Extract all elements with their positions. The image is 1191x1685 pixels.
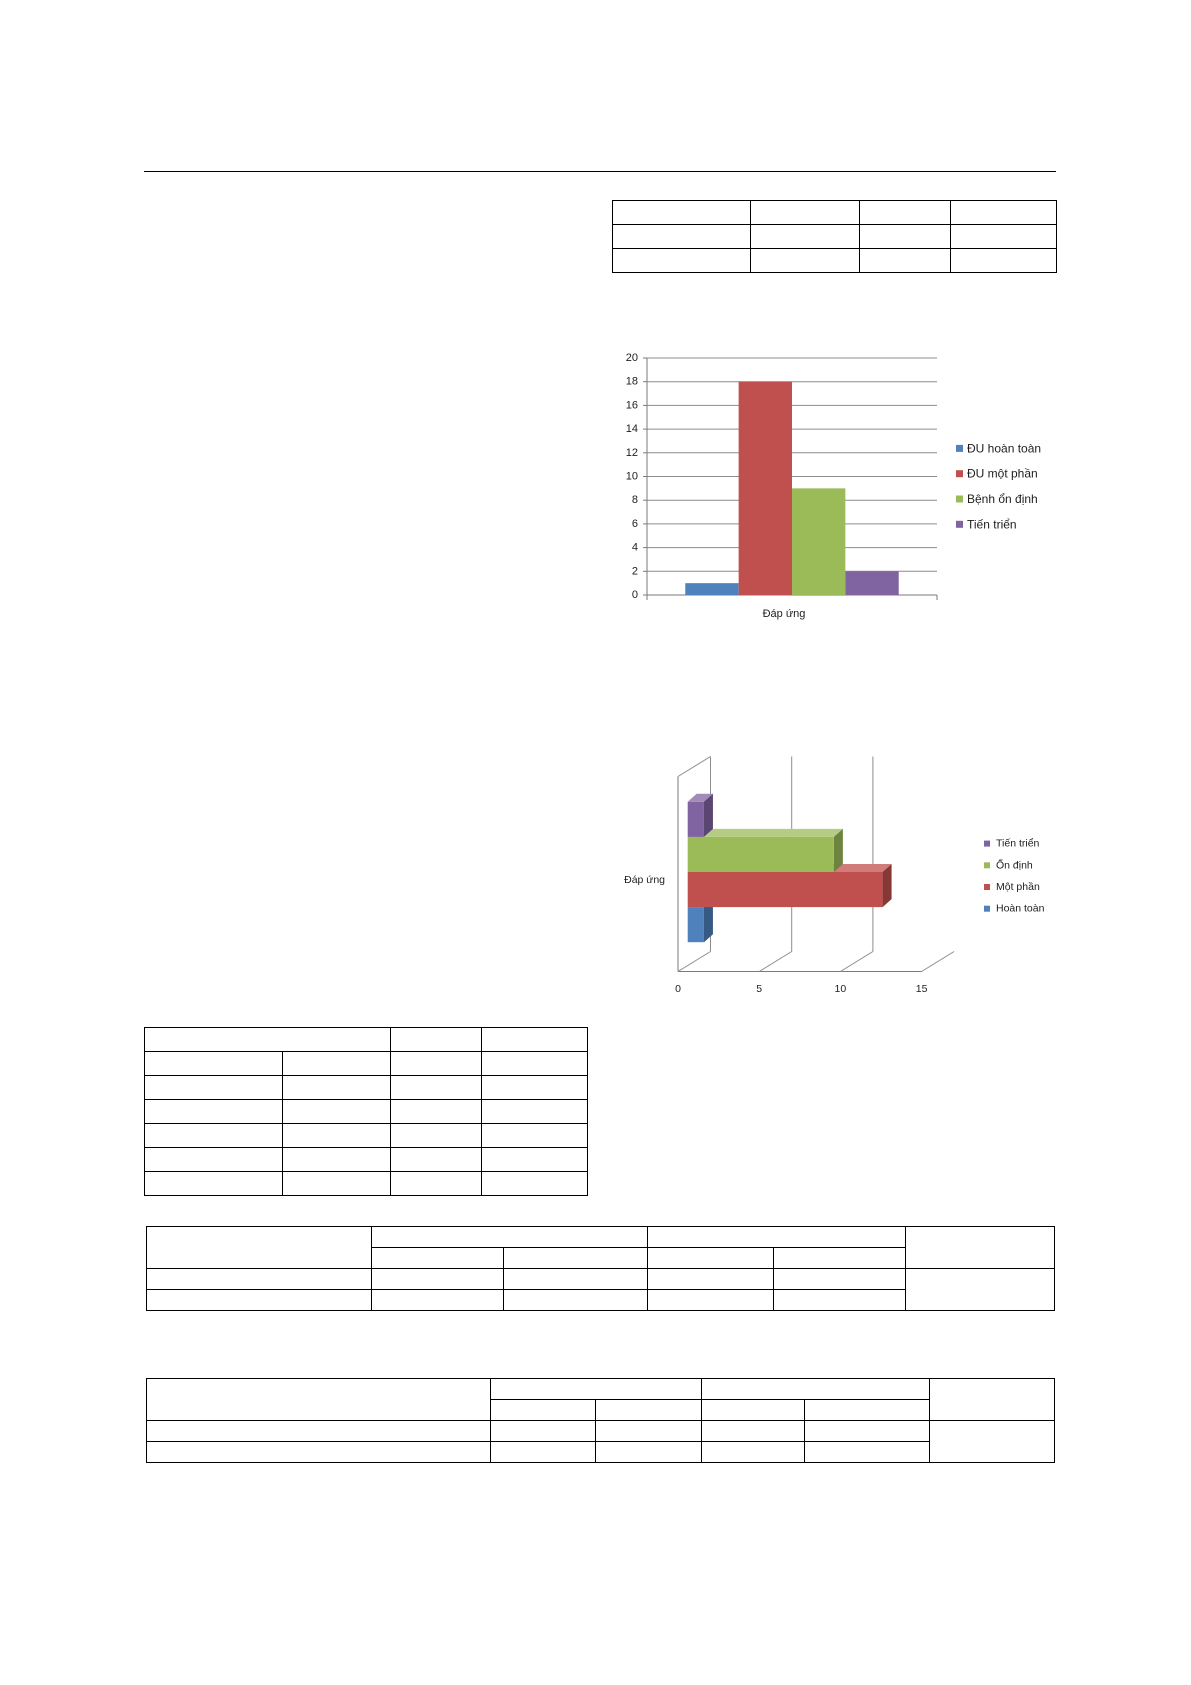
table-header-cell [482,1028,588,1052]
legend-label: Hoàn toàn [996,902,1045,915]
table-cell [702,1421,805,1442]
table-row [145,1052,588,1076]
header-rule [144,171,1056,172]
legend-marker [984,906,990,912]
y-tick-label: 16 [625,399,638,412]
table-cell [372,1290,504,1311]
table-header-cell [147,1227,372,1269]
y-tick-label: 0 [631,589,638,601]
table-cell [613,249,751,273]
table-3 [146,1226,1055,1311]
table-cell [147,1421,491,1442]
bar [685,583,738,595]
table-cell [391,1148,482,1172]
legend-marker [956,496,963,503]
legend-label: Tiến triển [967,517,1017,532]
table-cell [283,1148,391,1172]
bar [688,829,843,872]
table-cell [951,201,1057,225]
floor-gridline [840,952,873,972]
legend-label: Bệnh ổn định [967,492,1038,506]
table-cell [145,1076,283,1100]
table-cell [951,225,1057,249]
legend-label: Tiến triển [996,837,1040,850]
vertical-bar-chart [600,340,1060,630]
bar [688,794,713,837]
table-row [613,225,1057,249]
table-cell [648,1269,774,1290]
table-cell [147,1269,372,1290]
table-header-cell [596,1400,702,1421]
y-tick-label: 12 [625,446,638,459]
table-cell [482,1052,588,1076]
floor-gridline [759,952,792,972]
table-cell [391,1100,482,1124]
table-cell [751,225,860,249]
bar [845,571,898,595]
table-cell [930,1421,1055,1463]
horizontal-3d-bar-chart [590,740,1090,1005]
bar [792,488,845,595]
table-4 [146,1378,1055,1463]
table-header-cell [648,1227,906,1248]
table-cell [596,1442,702,1463]
x-tick-label: 5 [756,983,763,995]
legend-marker [956,445,963,452]
table-header-cell [147,1379,491,1421]
table-cell [482,1172,588,1196]
table-cell [648,1290,774,1311]
table-cell [283,1172,391,1196]
table-cell [482,1148,588,1172]
table-header-cell [930,1379,1055,1421]
table-cell [147,1290,372,1311]
table-cell [504,1269,648,1290]
table-cell [372,1269,504,1290]
table-cell [482,1124,588,1148]
floor-gridline [678,952,711,972]
bar-front-face [688,872,883,907]
table-row [145,1148,588,1172]
table-cell [491,1442,596,1463]
table-header-cell [702,1379,930,1400]
table-header-row [145,1028,588,1052]
table-cell [491,1421,596,1442]
table-cell [860,225,951,249]
table-cell [702,1442,805,1463]
table-cell [860,249,951,273]
table-cell [751,249,860,273]
bar [739,382,792,595]
table-cell [283,1052,391,1076]
y-category-label: Đáp ứng [624,874,665,886]
table-header-cell [774,1248,906,1269]
x-tick-label: 0 [675,983,681,995]
y-tick-label: 6 [631,517,638,530]
table-cell [145,1148,283,1172]
x-tick-label: 15 [915,983,928,995]
legend-marker [984,841,990,847]
table-header-row [147,1379,1055,1400]
bar-front-face [688,907,704,942]
y-tick-label: 14 [625,423,638,436]
table-header-row [147,1227,1055,1248]
table-header-cell [504,1248,648,1269]
bar-front-face [688,802,704,837]
table-cell [391,1172,482,1196]
table-cell [391,1124,482,1148]
table-header-cell [372,1248,504,1269]
legend-label: ĐU một phần [967,466,1038,481]
table-cell [504,1290,648,1311]
table-cell [145,1052,283,1076]
table-cell [906,1269,1055,1311]
table-2 [144,1027,588,1196]
table-row [147,1421,1055,1442]
table-row [147,1269,1055,1290]
x-category-label: Đáp ứng [762,608,806,620]
table-row [613,249,1057,273]
table-row [145,1124,588,1148]
table-cell [805,1442,930,1463]
floor-gridline [922,952,955,972]
table-cell [145,1100,283,1124]
table-cell [145,1124,283,1148]
table-1 [612,200,1057,273]
y-tick-label: 10 [625,470,638,483]
table-row [145,1100,588,1124]
legend-label: Một phần [996,881,1040,893]
y-tick-label: 4 [631,541,638,554]
legend-marker [956,521,963,528]
table-cell [391,1052,482,1076]
table-header-cell [391,1028,482,1052]
bar-front-face [688,837,834,872]
table-cell [951,249,1057,273]
table-cell [613,201,751,225]
table-row [145,1172,588,1196]
table-cell [283,1076,391,1100]
table-cell [751,201,860,225]
table-header-cell [906,1227,1055,1269]
y-tick-label: 8 [631,494,638,507]
table-cell [482,1100,588,1124]
table-cell [391,1076,482,1100]
table-cell [860,201,951,225]
table-header-cell [805,1400,930,1421]
left-wall-top-edge [678,757,711,777]
legend-marker [984,862,990,868]
table-header-cell [145,1028,391,1052]
y-tick-label: 18 [625,375,638,388]
y-tick-label: 2 [631,565,638,578]
legend-label: Ổn định [996,859,1033,872]
table-cell [482,1076,588,1100]
legend-marker [984,884,990,890]
table-header-cell [372,1227,648,1248]
table-header-cell [702,1400,805,1421]
table-cell [774,1269,906,1290]
table-cell [145,1172,283,1196]
table-header-cell [491,1400,596,1421]
table-row [145,1076,588,1100]
y-tick-label: 20 [625,352,638,364]
table-header-cell [648,1248,774,1269]
table-cell [596,1421,702,1442]
legend-marker [956,470,963,477]
table-cell [774,1290,906,1311]
x-tick-label: 10 [834,983,847,995]
table-row [147,1442,1055,1463]
legend-label: ĐU hoàn toàn [967,441,1042,456]
table-cell [283,1124,391,1148]
table-cell [805,1421,930,1442]
table-cell [283,1100,391,1124]
table-header-cell [491,1379,702,1400]
table-cell [147,1442,491,1463]
table-cell [613,225,751,249]
table-row [613,201,1057,225]
